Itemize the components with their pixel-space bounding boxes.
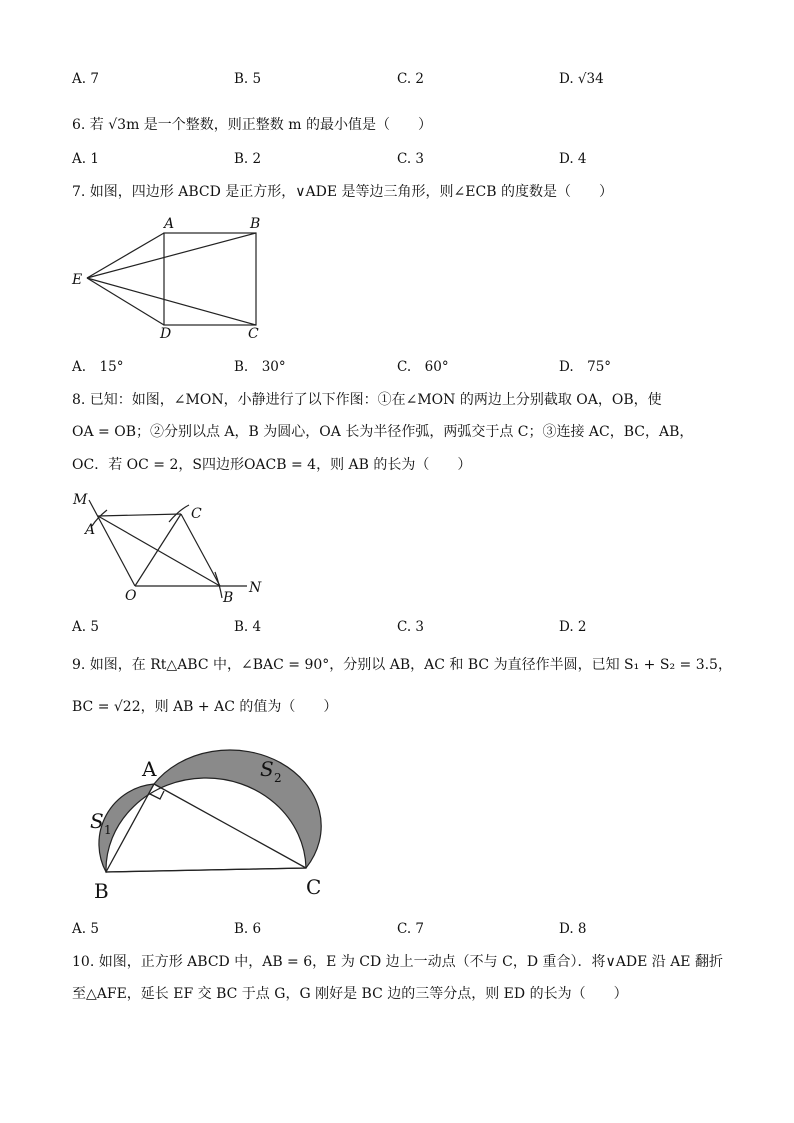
q7-option-d: D. 75°: [559, 359, 612, 375]
q9-label-a: A: [142, 757, 157, 781]
q8-stem-line1: 8. 已知：如图，∠MON，小静进行了以下作图：①在∠MON 的两边上分别截取 OA，OB，使: [72, 392, 662, 408]
q8-option-c: C. 3: [397, 619, 425, 635]
q8-figure-rhombus: [65, 488, 275, 608]
q6-option-b: B. 2: [234, 151, 262, 167]
q7-option-b: B. 30°: [234, 359, 286, 375]
q7-label-b: B: [250, 216, 261, 232]
q7-stem: 7. 如图，四边形 ABCD 是正方形，∨ADE 是等边三角形，则∠ECB 的度数是（ ）: [72, 184, 613, 200]
q6-stem: 6. 若 √3m 是一个整数，则正整数 m 的最小值是（ ）: [72, 117, 432, 133]
q8-label-b: B: [223, 590, 234, 606]
q10-stem-line1: 10. 如图，正方形 ABCD 中，AB = 6，E 为 CD 边上一动点（不与 C，D 重合）．将∨ADE 沿 AE 翻折: [72, 954, 723, 970]
q9-label-s2: S: [260, 757, 274, 781]
q6-option-a: A. 1: [72, 151, 99, 167]
q9-label-b: B: [94, 879, 109, 903]
q5-option-c: C. 2: [397, 71, 425, 87]
q7-figure-square-triangle: [60, 208, 280, 348]
q9-label-s2-sub: 2: [274, 771, 282, 785]
q7-label-e: E: [72, 272, 83, 288]
q9-option-d: D. 8: [559, 921, 587, 937]
q9-option-a: A. 5: [72, 921, 99, 937]
q8-stem-line2: OA = OB；②分别以点 A，B 为圆心，OA 长为半径作弧，两弧交于点 C；③连接 AC，BC，AB，: [72, 424, 694, 440]
q9-label-s1: S: [90, 809, 104, 833]
q8-option-d: D. 2: [559, 619, 587, 635]
q7-option-c: C. 60°: [397, 359, 449, 375]
q9-label-s1-sub: 1: [104, 823, 112, 837]
q9-label-c: C: [306, 875, 322, 899]
q8-option-b: B. 4: [234, 619, 262, 635]
q7-label-a: A: [164, 216, 175, 232]
q5-option-d: D. √34: [559, 71, 604, 87]
q7-option-a: A. 15°: [72, 359, 124, 375]
q10-stem-line2: 至△AFE，延长 EF 交 BC 于点 G，G 刚好是 BC 边的三等分点，则 ED 的长为（ ）: [72, 986, 628, 1002]
q9-stem-line2: BC = √22，则 AB + AC 的值为（ ）: [72, 699, 338, 715]
q6-option-d: D. 4: [559, 151, 587, 167]
q8-stem-line3: OC．若 OC = 2，S四边形OACB = 4，则 AB 的长为（ ）: [72, 457, 472, 473]
q8-label-c: C: [191, 506, 202, 522]
q7-label-d: D: [160, 326, 172, 342]
q6-option-c: C. 3: [397, 151, 425, 167]
q8-label-o: O: [125, 588, 137, 604]
q5-option-b: B. 5: [234, 71, 262, 87]
q5-option-a: A. 7: [72, 71, 99, 87]
q9-option-b: B. 6: [234, 921, 262, 937]
q8-label-n: N: [249, 580, 262, 596]
q9-stem-line1: 9. 如图，在 Rt△ABC 中，∠BAC = 90°，分别以 AB，AC 和 BC 为直径作半圆，已知 S₁ + S₂ = 3.5，: [72, 657, 732, 673]
q9-option-c: C. 7: [397, 921, 425, 937]
q7-label-c: C: [248, 326, 259, 342]
q8-label-m: M: [73, 492, 88, 508]
q8-option-a: A. 5: [72, 619, 99, 635]
q8-label-a: A: [85, 522, 96, 538]
q9-figure-semicircles: [70, 728, 340, 906]
